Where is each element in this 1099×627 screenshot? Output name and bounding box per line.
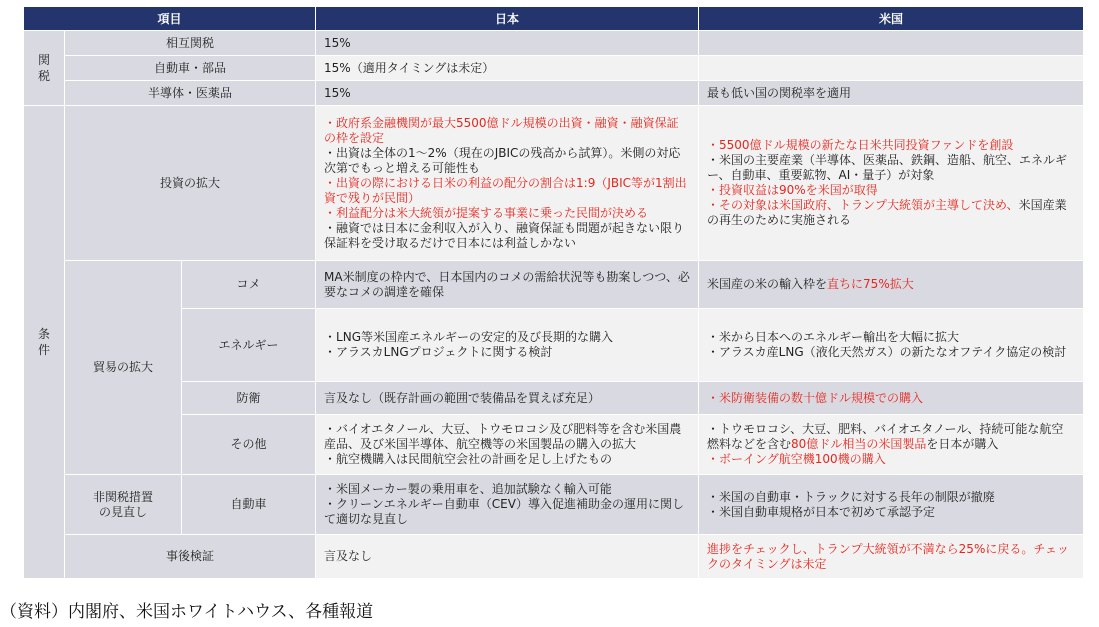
japan-investment-line: ・融資では日本に金利収入が入り、融資保証も問題が起きない限り保証料を受け取るだけで日本には利益しかない [324,220,685,250]
us-defense: ・米防衛装備の数十億ドル規模での購入 [699,382,1084,415]
japan-mutual-tariff: 15% [316,31,699,56]
row-verification [24,535,1084,579]
label-rice: コメ [182,261,316,309]
japan-auto-line: ・クリーンエネルギー自動車（CEV）導入促進補助金の運用に関して適切な見直し [324,497,684,526]
group-nontariff-line: 非関税措置 [92,489,153,504]
label-verification: 事後検証 [65,535,316,579]
us-auto-parts [699,56,1084,81]
label-defense: 防衛 [182,382,316,415]
label-other: その他 [182,415,316,475]
japan-rice: MA米制度の枠内で、日本国内のコメの需給状況等も勘案しつつ、必要なコメの調達を確保 [316,261,699,309]
header-row [24,7,1084,31]
japan-other-line: ・航空機購入は民間航空会社の計画を足し上げたもの [324,452,613,466]
group-nontariff-line: の見直し [98,504,147,519]
japan-semiconductor: 15% [316,81,699,106]
us-semiconductor: 最も低い国の関税率を適用 [699,81,1084,106]
japan-other [316,415,699,475]
us-other-line [707,422,1075,452]
header-japan: 日本 [316,7,699,31]
us-energy-line: ・米から日本へのエネルギー輸出を大幅に拡大 [707,330,960,344]
us-other [699,415,1084,475]
row-mutual-tariff [24,31,1084,56]
us-other-rest: を日本が購入 [926,437,999,451]
us-auto-line: ・米国自動車規格が日本で初めて承認予定 [707,504,936,519]
us-rice [699,261,1084,309]
group-tariff: 関 税 [24,31,65,106]
group-conditions: 条 件 [24,106,65,579]
us-verification: 進捗をチェックし、トランプ大統領が不満なら25%に戻る。チェックのタイミングは未定 [699,535,1084,579]
label-auto: 自動車 [182,475,316,535]
row-defense [24,382,1084,415]
header-us: 米国 [699,7,1084,31]
comparison-table [23,6,1084,579]
header-item: 項目 [24,7,316,31]
japan-defense: 言及なし（既存計画の範囲で装備品を買えば充足） [316,382,699,415]
us-auto-line: ・米国の自動車・トラックに対する長年の制限が撤廃 [707,489,995,504]
group-trade: 貿易の拡大 [65,261,182,475]
row-investment [24,106,1084,261]
label-investment: 投資の拡大 [65,106,316,261]
us-other-line: ・ボーイング航空機100機の購入 [707,452,886,466]
japan-energy [316,309,699,382]
label-mutual-tariff: 相互関税 [65,31,316,56]
row-energy [24,309,1084,382]
source-note: （資料）内閣府、米国ホワイトハウス、各種報道 [0,602,374,622]
row-semiconductor [24,81,1084,106]
row-other [24,415,1084,475]
group-nontariff [65,475,182,535]
us-mutual-tariff [699,31,1084,56]
row-rice [24,261,1084,309]
us-investment [699,106,1084,261]
row-auto-parts [24,56,1084,81]
japan-energy-line: ・アラスカLNGプロジェクトに関する検討 [324,345,553,359]
japan-investment [316,106,699,261]
japan-auto-parts: 15%（適用タイミングは未定） [316,56,699,81]
japan-investment-line: ・出資は全体の1～2%（現在のJBICの残高から試算）。米側の対応次第でもっと増える可能性も [324,145,681,175]
us-investment-line [707,198,1075,228]
japan-other-line: ・バイオエタノール、大豆、トウモロコシ及び肥料等を含む米国農産品、及び米国半導体、航空機等の米国製品の購入の拡大 [324,422,682,451]
us-other-text: ・トウモロコシ、大豆、肥料、バイオエタノール、持続可能な航空燃料などを含む [707,422,1064,451]
japan-verification: 言及なし [316,535,699,579]
us-investment-line: ・投資収益は90%を米国が取得 [707,183,878,197]
label-auto-parts: 自動車・部品 [65,56,316,81]
us-rice-prefix: 米国産の米の輸入枠を [707,277,828,291]
japan-auto [316,475,699,535]
label-semiconductor: 半導体・医薬品 [65,81,316,106]
japan-auto-line: ・米国メーカー製の乗用車を、追加試験なく輸入可能 [324,482,612,496]
label-energy: エネルギー [182,309,316,382]
us-rice-emphasis: 直ちに75%拡大 [827,277,914,291]
row-auto [24,475,1084,535]
japan-investment-line: ・利益配分は米大統領が提案する事業に乗った民間が決める [324,205,649,220]
us-investment-rest: 米国産業の再生のために実施される [707,198,1067,227]
japan-investment-line: ・出資の際における日米の利益の配分の割合は1:9（JBIC等が1割出資で残りが民間） [324,175,687,205]
us-investment-line: ・5500億ドル規模の新たな日米共同投資ファンドを創設 [707,138,1014,152]
us-auto [699,475,1084,535]
japan-investment-line: ・政府系金融機関が最大5500億ドル規模の出資・融資・融資保証の枠を設定 [324,115,679,145]
us-energy [699,309,1084,382]
us-investment-emphasis: ・その対象は米国政府、トランプ大統領が主導して決め、 [707,198,1019,212]
us-energy-line: ・アラスカ産LNG（液化天然ガス）の新たなオフテイク協定の検討 [707,345,1067,359]
us-other-emphasis: 80億ドル相当の米国製品 [791,437,927,451]
japan-energy-line: ・LNG等米国産エネルギーの安定的及び長期的な購入 [324,330,613,344]
us-investment-line: ・米国の主要産業（半導体、医薬品、鉄鋼、造船、航空、エネルギー、自動車、重要鉱物、AI・量子）が対象 [707,153,1068,182]
